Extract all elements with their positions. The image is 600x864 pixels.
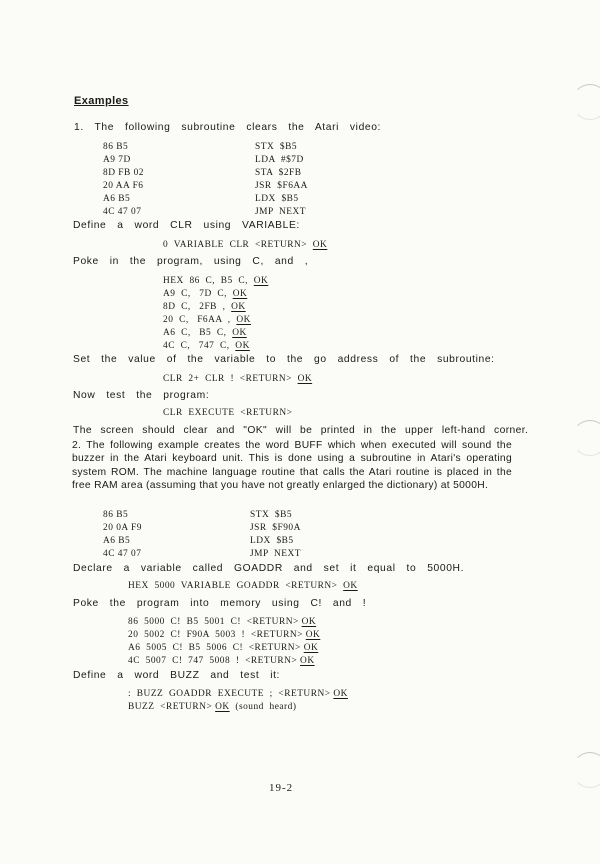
set-value-text: Set the value of the variable to the go address of the subroutine: <box>73 354 495 365</box>
command-line <box>128 616 316 628</box>
command-line <box>163 373 312 385</box>
command-text: HEX 86 C, B5 C, <box>163 276 249 286</box>
code-asm: STX $B5 <box>250 510 293 520</box>
section-heading: Examples <box>74 95 129 107</box>
code-asm: LDX $B5 <box>250 536 294 546</box>
code-asm: JMP NEXT <box>250 549 302 559</box>
ok-response: OK <box>235 341 250 351</box>
command-line <box>163 327 247 339</box>
example-2-paragraph: 2. The following example creates the word BUFF which when executed will sound the buzzer in the Atari keyboard unit. This is done using a subroutine in Atari's operating system ROM. The machine language routine that calls the Atari routine is placed in the free RAM area (assuming that you have not greatly enlarged the dictionary) at 5000H. <box>72 440 512 492</box>
code-hex: 4C 47 07 <box>103 549 142 559</box>
command-text: 20 5002 C! F90A 5003 ! <RETURN> <box>128 630 303 640</box>
ok-response: OK <box>232 328 247 338</box>
command-text: 0 VARIABLE CLR <RETURN> <box>163 240 308 250</box>
code-hex: 20 AA F6 <box>103 181 144 191</box>
binder-hole-middle <box>572 420 600 456</box>
ok-response: OK <box>232 289 248 299</box>
command-text: A6 C, B5 C, <box>163 328 227 338</box>
screen-clear-text: The screen should clear and "OK" will be printed in the upper left-hand corner. <box>73 425 529 436</box>
code-hex: A9 7D <box>103 155 131 165</box>
define-buzz-text: Define a word BUZZ and test it: <box>73 670 281 681</box>
ok-response: OK <box>343 581 358 591</box>
command-line <box>128 580 358 592</box>
command-line <box>128 701 296 713</box>
code-hex: 86 B5 <box>103 510 129 520</box>
poke-intro-text: Poke in the program, using C, and , <box>73 256 309 267</box>
command-text: 20 C, F6AA , <box>163 315 231 325</box>
command-text: 8D C, 2FB , <box>163 302 226 312</box>
ok-response: OK <box>333 689 348 699</box>
command-line <box>128 688 348 700</box>
command-text: A6 5005 C! B5 5006 C! <RETURN> <box>128 643 301 653</box>
now-test-text: Now test the program: <box>73 390 210 401</box>
ok-response: OK <box>303 643 319 653</box>
ok-response: OK <box>215 702 230 712</box>
code-asm: STX $B5 <box>255 142 298 152</box>
ok-response: OK <box>297 374 313 384</box>
code-asm: JSR $F6AA <box>255 181 308 191</box>
sound-heard-note: (sound heard) <box>235 702 297 712</box>
code-hex: 4C 47 07 <box>103 207 142 217</box>
page-number: 19-2 <box>269 782 294 794</box>
command-line <box>163 239 327 251</box>
code-hex: 8D FB 02 <box>103 168 144 178</box>
command-line <box>163 275 268 287</box>
command-text: CLR 2+ CLR ! <RETURN> <box>163 374 292 384</box>
code-hex: 20 0A F9 <box>103 523 142 533</box>
code-asm: LDA #$7D <box>255 155 304 165</box>
command-text: A9 C, 7D C, <box>163 289 228 299</box>
code-hex: 86 B5 <box>103 142 129 152</box>
command-text: 86 5000 C! B5 5001 C! <RETURN> <box>128 617 299 627</box>
code-asm: JMP NEXT <box>255 207 307 217</box>
poke-memory-text: Poke the program into memory using C! and ! <box>73 598 367 609</box>
command-text: : BUZZ GOADDR EXECUTE ; <RETURN> <box>128 689 331 699</box>
command-text: BUZZ <RETURN> <box>128 702 213 712</box>
command-line <box>128 629 320 641</box>
ok-response: OK <box>300 656 315 666</box>
command-line <box>163 340 250 352</box>
code-asm: LDX $B5 <box>255 194 299 204</box>
binder-hole-bottom <box>572 752 600 788</box>
code-asm: JSR $F90A <box>250 523 301 533</box>
command-line <box>163 407 292 419</box>
command-line <box>163 301 246 313</box>
command-text: HEX 5000 VARIABLE GOADDR <RETURN> <box>128 581 338 591</box>
ok-response: OK <box>231 302 246 312</box>
ok-response: OK <box>236 315 251 325</box>
example-1-intro: 1. The following subroutine clears the Atari video: <box>74 122 382 133</box>
code-asm: STA $2FB <box>255 168 302 178</box>
ok-response: OK <box>301 617 317 627</box>
command-text: 4C 5007 C! 747 5008 ! <RETURN> <box>128 656 298 666</box>
command-line <box>128 642 318 654</box>
define-clr-text: Define a word CLR using VARIABLE: <box>73 220 300 231</box>
command-line <box>163 288 247 300</box>
code-hex: A6 B5 <box>103 536 131 546</box>
command-line <box>128 655 315 667</box>
ok-response: OK <box>312 240 328 250</box>
code-hex: A6 B5 <box>103 194 131 204</box>
ok-response: OK <box>305 630 321 640</box>
binder-hole-top <box>572 84 600 120</box>
command-text: CLR EXECUTE <RETURN> <box>163 408 293 418</box>
ok-response: OK <box>253 276 269 286</box>
declare-variable-text: Declare a variable called GOADDR and set it equal to 5000H. <box>73 563 465 574</box>
command-text: 4C C, 747 C, <box>163 341 230 351</box>
command-line <box>163 314 251 326</box>
